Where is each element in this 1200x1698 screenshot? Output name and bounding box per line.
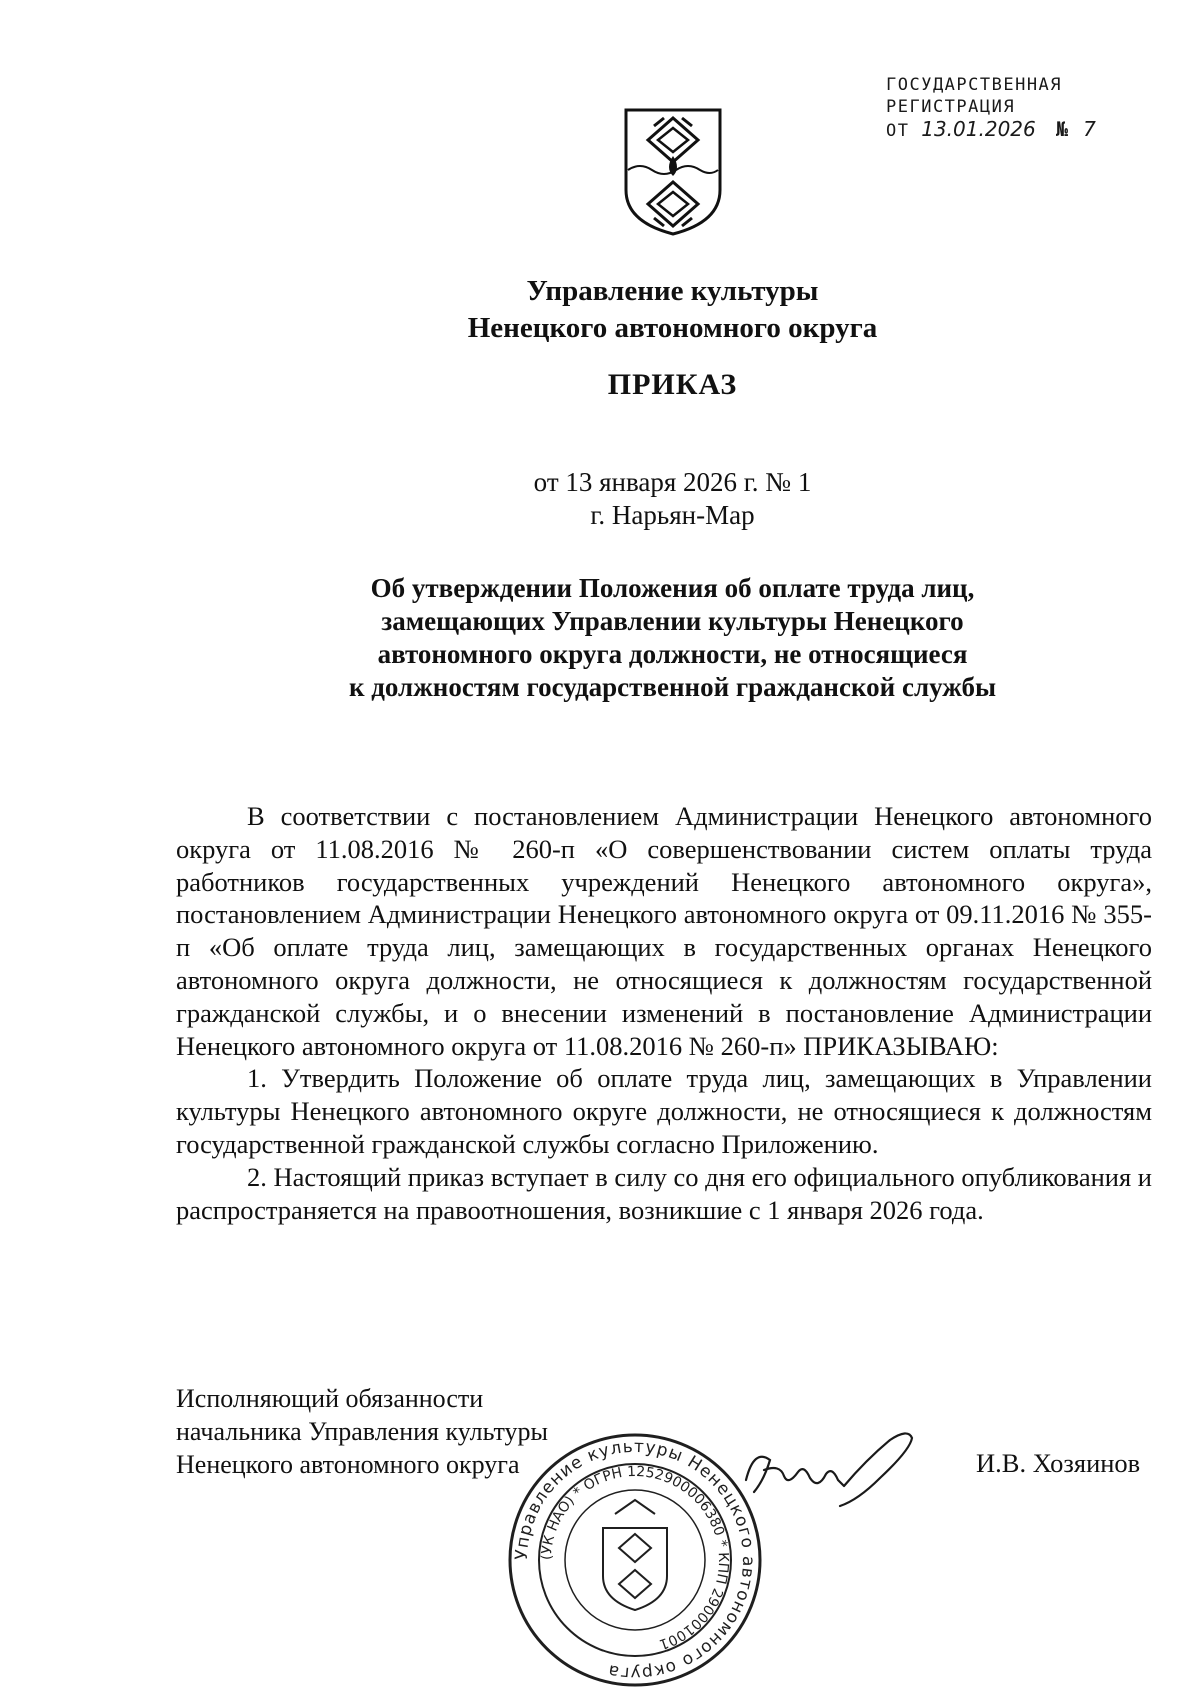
coat-of-arms-icon (620, 104, 726, 238)
position-line-3: Ненецкого автономного округа (176, 1450, 520, 1479)
registration-number (1056, 118, 1096, 140)
document-date: от 13 января 2026 г. № 1 (533, 467, 812, 497)
organization-line-1: Управление культуры (526, 275, 819, 307)
seal-ring-text: Управление культуры Ненецкого автономного округа (511, 1436, 759, 1684)
seal-inner-text: (УК НАО) * ОГРН 1252900006380 * КПП 290001001 (538, 1463, 732, 1653)
registration-number-value: 7 (1083, 117, 1096, 141)
title-line-4: к должностям государственной гражданской службы (348, 672, 997, 702)
document-body (176, 800, 1152, 1226)
signatory-position (176, 1382, 548, 1481)
document-date-block (0, 466, 1200, 532)
registration-line-1: ГОСУДАРСТВЕННАЯ (886, 75, 1063, 95)
order-item-2: 2. Настоящий приказ вступает в силу со дня его официального опубликования и распространяется на правоотношения, возникшие с 1 января 2026 года. (176, 1161, 1152, 1225)
title-line-1: Об утверждении Положения об оплате труда лиц, (370, 573, 975, 603)
title-line-2: замещающих Управлении культуры Ненецкого (381, 606, 964, 636)
preamble-paragraph: В соответствии с постановлением Администрации Ненецкого автономного округа от 11.08.2016 № 260-п «О совершенствовании систем оплаты труда работников государственных учреждений Ненецкого автономного округа», постановлением Администрации Ненецкого автономного округа от 09.11.2016 № 355-п «Об оплате труда лиц, замещающих в государственных органах Ненецкого автономного округа должности, не относящиеся к должностям государственной гражданской службы, и о внесении изменений в постановление Администрации Ненецкого автономного округа от 11.08.2016 № 260-п» ПРИКАЗЫВАЮ: (176, 801, 1152, 1061)
registration-date-line (886, 118, 1062, 142)
registration-line-2: РЕГИСТРАЦИЯ (886, 97, 1016, 117)
document-title (0, 572, 1200, 704)
document-type: ПРИКАЗ (607, 368, 738, 401)
official-seal (505, 1430, 765, 1690)
registration-stamp (886, 74, 1096, 142)
signer-name: И.В. Хозяинов (976, 1448, 1141, 1478)
organization-line-2: Ненецкого автономного округа (467, 312, 878, 344)
position-line-1: Исполняющий обязанности (176, 1384, 484, 1413)
order-item-1: 1. Утвердить Положение об оплате труда лиц, замещающих в Управлении культуры Ненецкого автономного округе должности, не относящиеся к должностям государственной гражданской службы согласно Приложению. (176, 1063, 1152, 1159)
organization-name (0, 273, 1200, 347)
position-line-2: начальника Управления культуры (176, 1417, 548, 1446)
registration-from-prefix: ОТ (886, 121, 910, 141)
registration-number-label: № (1056, 117, 1070, 141)
registration-date: 13.01.2026 (921, 117, 1036, 141)
title-line-3: автономного округа должности, не относящиеся (377, 639, 968, 669)
document-place: г. Нарьян-Мар (590, 500, 755, 530)
handwritten-signature (740, 1430, 920, 1508)
